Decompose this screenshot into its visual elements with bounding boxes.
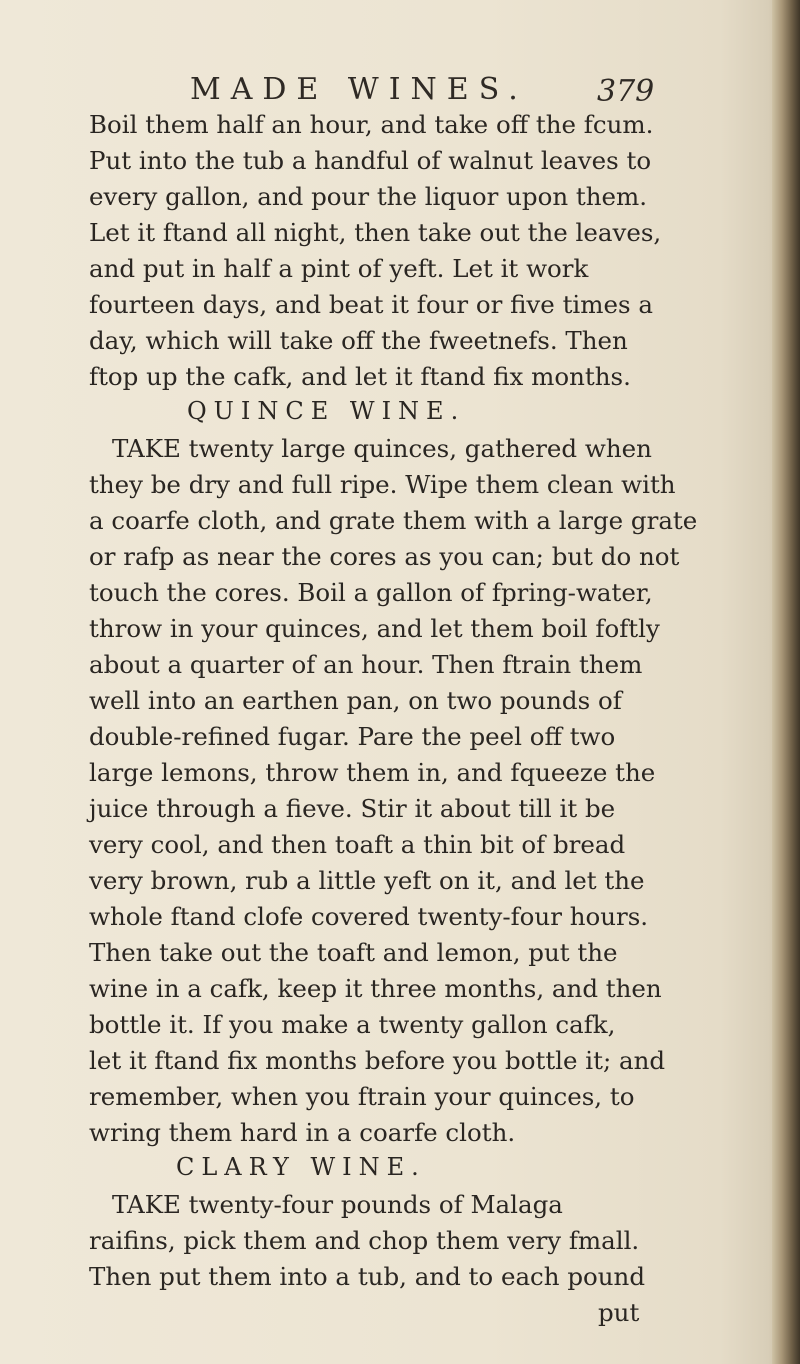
text-line: Then take out the toaft and lemon, put the	[89, 938, 618, 967]
text-line: a coarfe cloth, and grate them with a large grate	[89, 506, 698, 535]
text-line: bottle it. If you make a twenty gallon cafk,	[89, 1010, 616, 1039]
text-line: Boil them half an hour, and take off the fcum.	[89, 110, 654, 139]
text-line: day, which will take off the fweetnefs. Then	[89, 326, 628, 355]
text-line: Let it ftand all night, then take out the leaves,	[89, 218, 662, 247]
text-line: TAKE twenty large quinces, gathered when	[112, 434, 652, 463]
text-line: let it ftand fix months before you bottle it; and	[89, 1046, 666, 1075]
text-line: Then put them into a tub, and to each pound	[89, 1262, 646, 1291]
text-line: and put in half a pint of yeft. Let it work	[89, 254, 589, 283]
text-line: about a quarter of an hour. Then ftrain them	[89, 650, 643, 679]
text-line: fourteen days, and beat it four or five times a	[89, 290, 653, 319]
section-heading-quince-wine: QUINCE WINE.	[187, 397, 466, 425]
text-line: large lemons, throw them in, and fqueeze the	[89, 758, 656, 787]
text-line: wine in a cafk, keep it three months, and then	[89, 974, 662, 1003]
text-line: wring them hard in a coarfe cloth.	[89, 1118, 516, 1147]
text-line: ftop up the cafk, and let it ftand fix months.	[89, 362, 631, 391]
running-head	[0, 72, 760, 112]
text-line: juice through a fieve. Stir it about till it be	[89, 794, 616, 823]
catchword: put	[598, 1298, 640, 1327]
text-line: they be dry and full ripe. Wipe them clean with	[89, 470, 676, 499]
running-title: MADE WINES.	[190, 72, 528, 107]
text-line: throw in your quinces, and let them boil foftly	[89, 614, 660, 643]
text-line: TAKE twenty-four pounds of Malaga	[112, 1190, 563, 1219]
text-line: well into an earthen pan, on two pounds of	[89, 686, 622, 715]
text-line: whole ftand clofe covered twenty-four hours.	[89, 902, 649, 931]
text-line: Put into the tub a handful of walnut leaves to	[89, 146, 652, 175]
text-line: or rafp as near the cores as you can; but do not	[89, 542, 680, 571]
text-line: very brown, rub a little yeft on it, and let the	[89, 866, 645, 895]
text-line: very cool, and then toaft a thin bit of bread	[89, 830, 626, 859]
page-number: 379	[597, 74, 655, 109]
text-line: every gallon, and pour the liquor upon them.	[89, 182, 648, 211]
section-heading-clary-wine: CLARY WINE.	[176, 1153, 426, 1181]
text-line: remember, when you ftrain your quinces, to	[89, 1082, 635, 1111]
text-line: touch the cores. Boil a gallon of fpring-water,	[89, 578, 653, 607]
page-gutter-shadow	[772, 0, 800, 1364]
text-line: double-refined fugar. Pare the peel off two	[89, 722, 616, 751]
text-line: raifins, pick them and chop them very fmall.	[89, 1226, 640, 1255]
